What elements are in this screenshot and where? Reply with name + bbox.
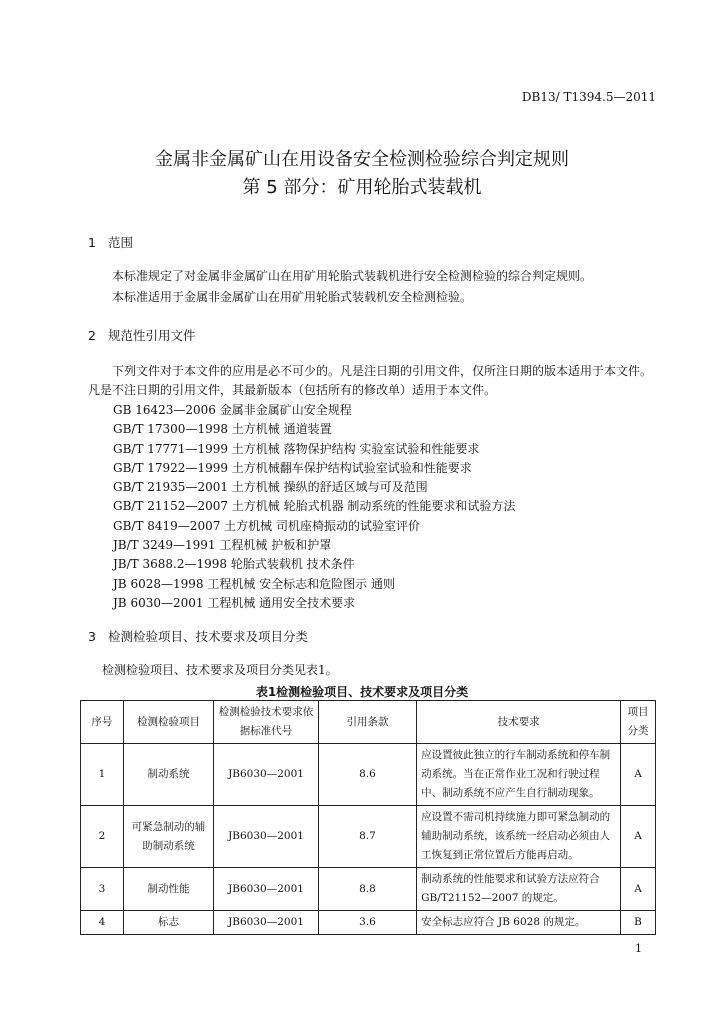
col-header-requirement: 技术要求 <box>417 701 621 744</box>
cell-class: A <box>621 744 656 806</box>
paragraph: 本标准适用于金属非金属矿山在用矿用轮胎式装载机安全检测检验。 <box>112 290 473 304</box>
cell-item: 制动系统 <box>123 744 213 806</box>
cell-basis: JB6030—2001 <box>214 744 319 806</box>
cell-basis: JB6030—2001 <box>214 868 319 911</box>
paragraph: 下列文件对于本文件的应用是必不可少的。凡是注日期的引用文件，仅所注日期的版本适用于本文件。凡是不注日期的引用文件，其最新版本（包括所有的修改单）适用于本文件。 <box>88 364 653 397</box>
cell-requirement: 应设置彼此独立的行车制动系统和停车制动系统。当在正常作业工况和行驶过程中、制动系统不应产生自行制动现象。 <box>417 744 621 806</box>
cell-clause: 8.8 <box>318 868 416 911</box>
section-number: 3 <box>88 629 96 644</box>
cell-no: 1 <box>81 744 124 806</box>
table-row <box>81 806 656 868</box>
cell-item: 制动性能 <box>123 868 213 911</box>
cell-basis: JB6030—2001 <box>214 911 319 935</box>
reference-item: JB 6030—2001 工程机械 通用安全技术要求 <box>113 595 356 610</box>
section-2-heading <box>88 326 196 344</box>
cell-class: B <box>621 911 656 935</box>
reference-item: GB/T 21935—2001 土方机械 操纵的舒适区域与可及范围 <box>113 480 428 495</box>
section-number: 2 <box>88 328 96 343</box>
cell-class: A <box>621 806 656 868</box>
table-header-row <box>81 701 656 744</box>
document-title: 金属非金属矿山在用设备安全检测检验综合判定规则 <box>155 149 569 170</box>
section-3-heading <box>88 627 308 645</box>
section-1-heading <box>88 233 133 251</box>
col-header-no: 序号 <box>81 701 124 744</box>
table-caption: 表1检测检验项目、技术要求及项目分类 <box>255 685 469 699</box>
cell-class: A <box>621 868 656 911</box>
reference-list <box>113 401 515 613</box>
cell-no: 3 <box>81 868 124 911</box>
col-header-item: 检测检验项目 <box>123 701 213 744</box>
reference-item: GB/T 17922—1999 土方机械翻车保护结构试验室试验和性能要求 <box>113 460 472 475</box>
cell-requirement: 应设置不需司机持续施力即可紧急制动的辅助制动系统，该系统一经启动必须由人工恢复到正常位置后方能再启动。 <box>417 806 621 868</box>
cell-requirement: 制动系统的性能要求和试验方法应符合GB/T21152—2007 的规定。 <box>417 868 621 911</box>
cell-item: 可紧急制动的辅助制动系统 <box>123 806 213 868</box>
section-title: 规范性引用文件 <box>108 328 196 343</box>
section-number: 1 <box>88 235 96 250</box>
table-row <box>81 744 656 806</box>
paragraph: 本标准规定了对金属非金属矿山在用矿用轮胎式装载机进行安全检测检验的综合判定规则。 <box>112 269 593 283</box>
reference-item: JB/T 3249—1991 工程机械 护板和护罩 <box>113 538 332 553</box>
reference-item: JB/T 3688.2—1998 轮胎式装载机 技术条件 <box>113 557 355 572</box>
col-header-class: 项目分类 <box>621 701 656 744</box>
section-title: 检测检验项目、技术要求及项目分类 <box>108 629 309 644</box>
cell-clause: 3.6 <box>318 911 416 935</box>
cell-no: 2 <box>81 806 124 868</box>
cell-item: 标志 <box>123 911 213 935</box>
reference-item: GB/T 8419—2007 土方机械 司机座椅振动的试验室评价 <box>113 518 420 533</box>
section-title: 范围 <box>108 235 134 250</box>
paragraph: 检测检验项目、技术要求及项目分类见表1。 <box>102 663 338 677</box>
cell-requirement: 安全标志应符合 JB 6028 的规定。 <box>417 911 621 935</box>
document-number: DB13/ T1394.5—2011 <box>521 90 656 104</box>
reference-item: GB/T 21152—2007 土方机械 轮胎式机器 制动系统的性能要求和试验方法 <box>113 499 516 514</box>
table-row <box>81 868 656 911</box>
cell-no: 4 <box>81 911 124 935</box>
page-number: 1 <box>635 942 642 955</box>
reference-item: JB 6028—1998 工程机械 安全标志和危险图示 通则 <box>113 576 395 591</box>
cell-clause: 8.6 <box>318 744 416 806</box>
reference-item: GB/T 17771—1999 土方机械 落物保护结构 实验室试验和性能要求 <box>113 441 480 456</box>
cell-clause: 8.7 <box>318 806 416 868</box>
reference-item: GB/T 17300—1998 土方机械 通道装置 <box>113 422 332 437</box>
inspection-table <box>80 700 656 935</box>
col-header-clause: 引用条款 <box>318 701 416 744</box>
reference-item: GB 16423—2006 金属非金属矿山安全规程 <box>113 403 352 417</box>
document-subtitle: 第 5 部分：矿用轮胎式装载机 <box>242 177 482 198</box>
col-header-basis: 检测检验技术要求依据标准代号 <box>214 701 319 744</box>
cell-basis: JB6030—2001 <box>214 806 319 868</box>
table-row <box>81 911 656 935</box>
